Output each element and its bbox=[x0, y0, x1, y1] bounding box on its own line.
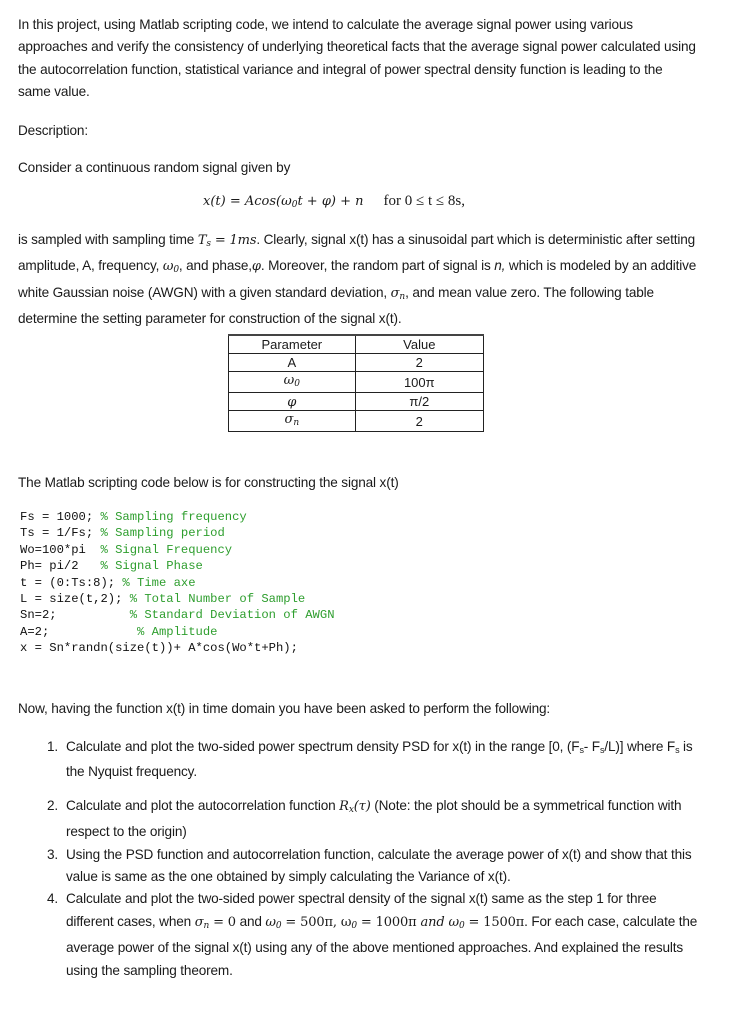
code-line: Ph= pi/2 % Signal Phase bbox=[20, 559, 203, 574]
value-cell: 2 bbox=[355, 354, 483, 372]
param-cell: $\omega_0$ bbox=[229, 372, 356, 393]
code-line: Ts = 1/Fs; % Sampling period bbox=[20, 526, 225, 541]
code-line: Fs = 1000; % Sampling frequency bbox=[20, 510, 247, 524]
matlab-code-block bbox=[20, 509, 335, 657]
intro-paragraph: In this project, using Matlab scripting code, we intend to calculate the average signal power using various approaches and verify the consistency of underlying theoretical facts that the average signal power calculated using the autocorrelation function, statistical variance and integral of power spectral density function is leading to the same value. bbox=[18, 17, 696, 100]
code-line: A=2; % Amplitude bbox=[20, 624, 218, 639]
param-cell: A bbox=[229, 354, 356, 372]
task-item-3: 3. Using the PSD function and autocorrelation function, calculate the average power of x(t) and show that this value is same as the one obtained by simply calculating the Variance of x(t). bbox=[47, 846, 692, 885]
task-item-1: 1. Calculate and plot the two-sided power spectrum density PSD for x(t) in the range [0, ($F_s-$ $F_s/L$)] where $F_s$ is the Nyquist frequency. bbox=[47, 739, 693, 780]
table-row bbox=[229, 372, 484, 393]
value-cell: 100π bbox=[355, 372, 483, 393]
signal-equation: $x(t) = Acos(\omega_0t + \varphi) + n$ for 0 ≤ t ≤ 8s, bbox=[203, 193, 465, 210]
value-cell: 2 bbox=[355, 411, 483, 432]
value-cell: π/2 bbox=[355, 393, 483, 411]
param-cell: $\sigma_n$ bbox=[229, 411, 356, 432]
task-item-2: 2. Calculate and plot the autocorrelation function $R_x(\tau)$ (Note: the plot should be a symmetrical function with respect to the origin) bbox=[47, 797, 682, 840]
table-row bbox=[229, 393, 484, 411]
tasks-intro: Now, having the function x(t) in time domain you have been asked to perform the following: bbox=[18, 701, 551, 716]
consider-text: Consider a continuous random signal given by bbox=[18, 160, 291, 175]
description-heading: Description: bbox=[18, 123, 88, 138]
code-intro: The Matlab scripting code below is for constructing the signal x(t) bbox=[18, 475, 399, 490]
param-cell: φ bbox=[229, 393, 356, 411]
header-value: Value bbox=[355, 335, 483, 354]
code-line: Wo=100*pi % Signal Frequency bbox=[20, 542, 233, 557]
header-parameter: Parameter bbox=[229, 335, 356, 354]
code-line: Sn=2; % Standard Deviation of AWGN bbox=[20, 608, 335, 623]
code-line: L = size(t,2); % Total Number of Sample bbox=[20, 592, 306, 607]
task-item-4: 4. Calculate and plot the two-sided power spectral density of the signal x(t) same as the step 1 for three different cases, when $\sigma_n = 0$ and $\omega_0 = 500\pi$, $\omega_0 = 1000\pi$ and $\omega_0 = 1500\pi$. For each case, calculate the average power of the signal x(t) using any of the above mentioned approaches. And explained the results using the sampling theorem. bbox=[47, 891, 698, 978]
table-header-row bbox=[229, 335, 484, 354]
parameter-table bbox=[228, 334, 484, 432]
task-list bbox=[18, 736, 698, 982]
body-paragraph: is sampled with sampling time $T_s = 1ms$. Clearly, signal x(t) has a sinusoidal part which is deterministic after setting amplitude, A, frequency, $\omega_0$, and phase,φ. Moreover, the random part of signal is n, which is modeled by an additive white Gaussian noise (AWGN) with a given standard deviation, $\sigma_n$, and mean value zero. The following table determine the setting parameter for construction of the signal x(t). bbox=[18, 232, 697, 327]
table-row bbox=[229, 411, 484, 432]
table-row bbox=[229, 354, 484, 372]
code-line: t = (0:Ts:8); % Time axe bbox=[20, 575, 196, 590]
code-line: x = Sn*randn(size(t))+ A*cos(Wo*t+Ph); bbox=[20, 641, 298, 656]
